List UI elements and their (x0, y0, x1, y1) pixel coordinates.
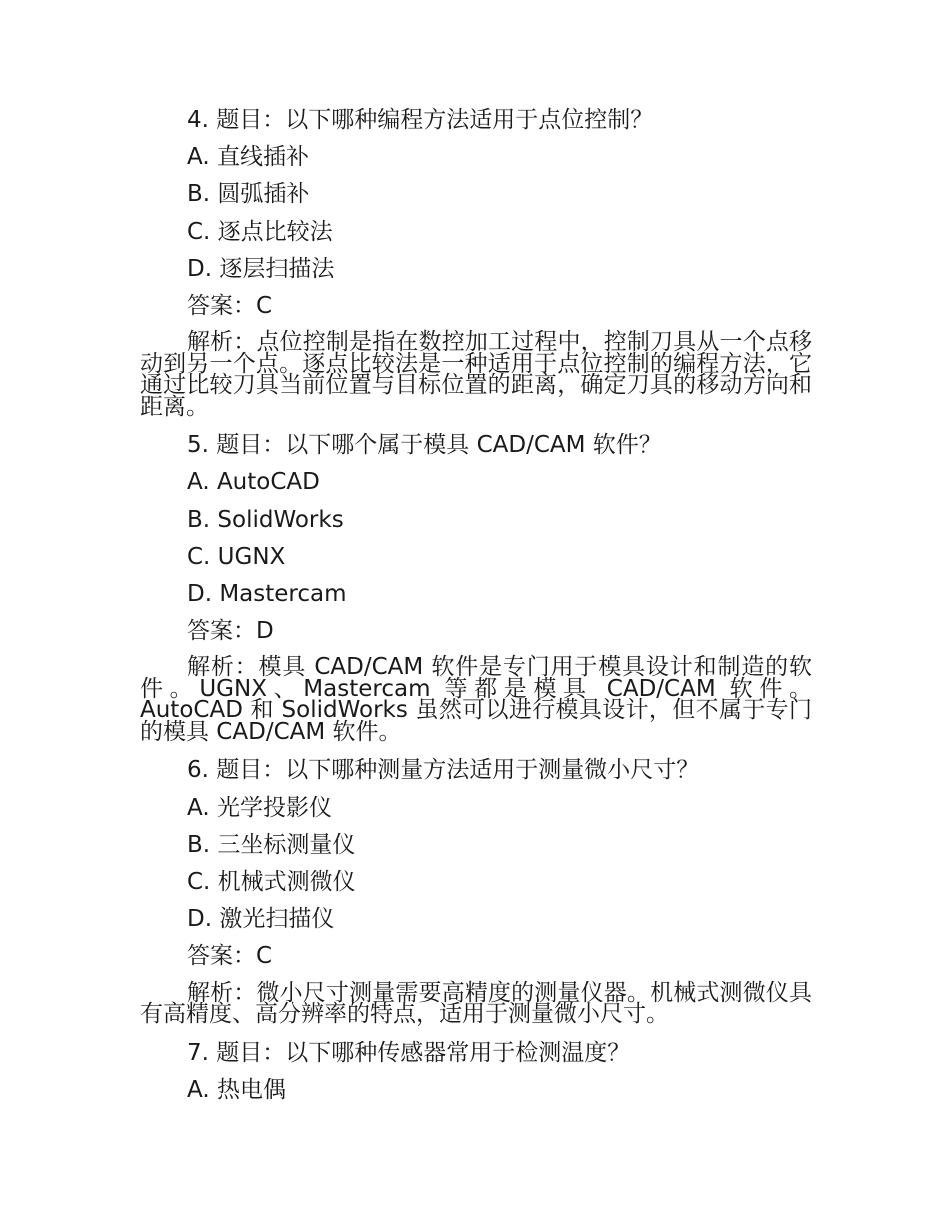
option-d: D. Mastercam (187, 581, 347, 608)
answer-text: 答案：C (187, 293, 273, 320)
question-text: 4. 题目：以下哪种编程方法适用于点位控制？ (187, 107, 654, 133)
question-4 (140, 102, 812, 427)
question-text: 7. 题目：以下哪种传感器常用于检测温度？ (187, 1039, 631, 1066)
option-b: B. 三坐标测量仪 (187, 831, 356, 858)
option-c: C. 逐点比较法 (187, 218, 333, 245)
option-c: C. UGNX (187, 543, 286, 570)
option-d: D. 逐层扫描法 (187, 255, 335, 282)
explanation-text: 解析：微小尺寸测量需要高精度的测量仪器。机械式测微仪具有高精度、高分辨率的特点，适用于测量微小尺寸。 (140, 979, 812, 1028)
option-a: A. 光学投影仪 (187, 794, 332, 821)
explanation-text: 解析：模具 CAD/CAM 软件是专门用于模具设计和制造的软件。UGNX、Mastercam 等都是模具 CAD/CAM 软件。AutoCAD 和 SolidWorks 虽然可以进行模具设计，但不属于专门的模具 CAD/CAM 软件。 (140, 654, 812, 745)
option-b: B. 圆弧插补 (187, 181, 310, 208)
question-text: 6. 题目：以下哪种测量方法适用于测量微小尺寸？ (187, 757, 700, 784)
option-a: A. 热电偶 (187, 1076, 286, 1103)
option-d: D. 激光扫描仪 (187, 906, 335, 933)
option-b: B. SolidWorks (187, 506, 344, 533)
question-list (140, 102, 812, 1109)
answer-text: 答案：C (187, 943, 273, 970)
question-6 (140, 752, 812, 1034)
option-a: A. 直线插补 (187, 144, 309, 171)
question-5 (140, 427, 812, 752)
option-c: C. 机械式测微仪 (187, 869, 356, 896)
question-text: 5. 题目：以下哪个属于模具 CAD/CAM 软件？ (187, 432, 662, 459)
answer-text: 答案：D (187, 618, 274, 645)
option-a: A. AutoCAD (187, 469, 320, 496)
question-7 (140, 1035, 812, 1109)
explanation-text: 解析：点位控制是指在数控加工过程中，控制刀具从一个点移动到另一个点。逐点比较法是一种适用于点位控制的编程方法，它通过比较刀具当前位置与目标位置的距离，确定刀具的移动方向和距离。 (140, 329, 812, 420)
